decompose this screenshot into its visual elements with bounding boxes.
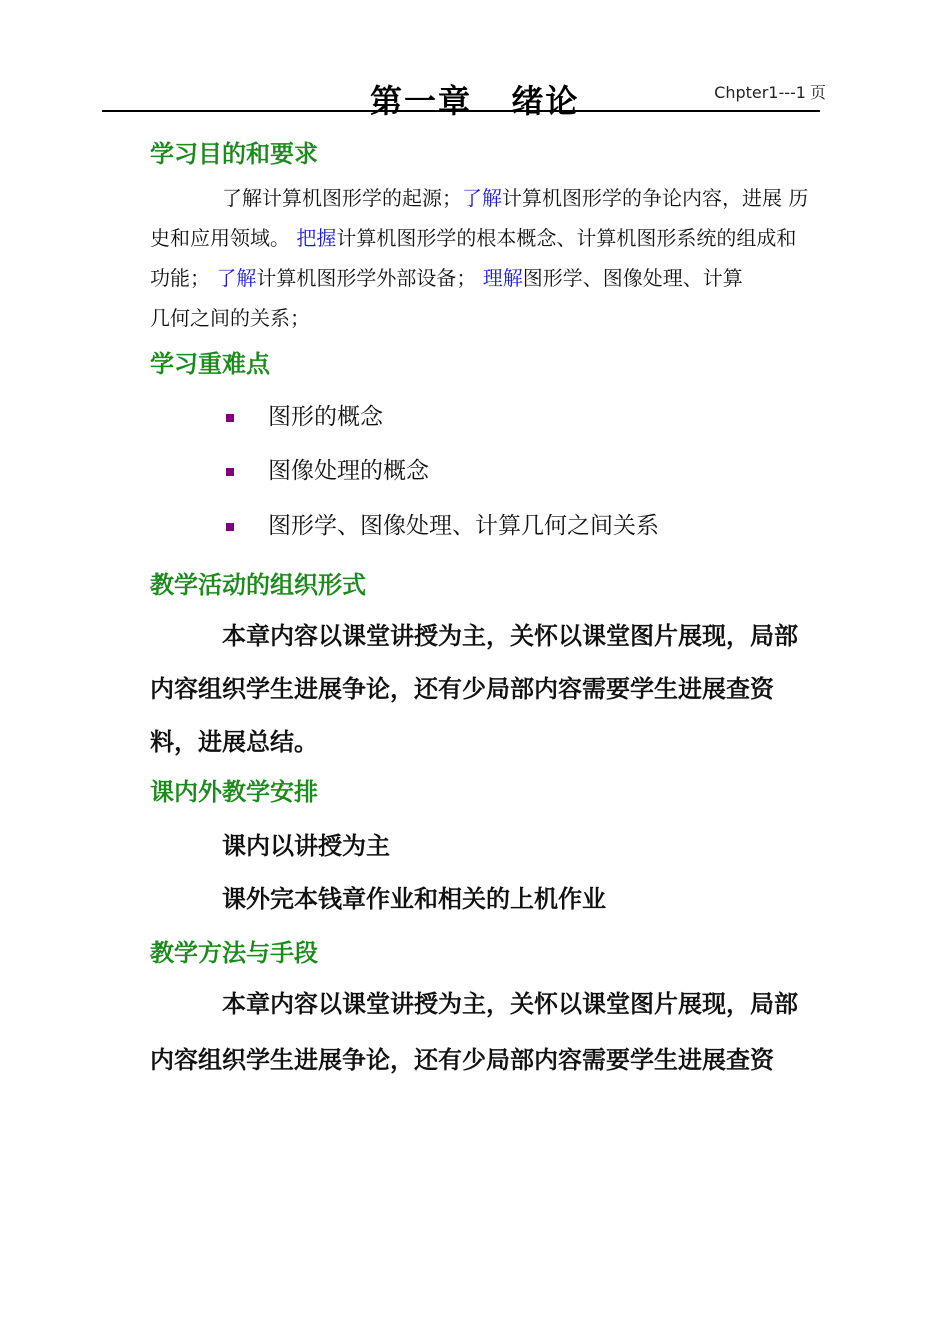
objectives-line-2: 史和应用领域。 把握计算机图形学的根本概念、计算机图形系统的组成和 <box>150 226 797 250</box>
arrangement-paragraph <box>150 820 850 926</box>
page-number-unit: 页 <box>809 83 826 102</box>
list-item: 图形学、图像处理、计算几何之间关系 <box>226 507 659 540</box>
highlight-term: 了解 <box>216 266 257 290</box>
section-heading-methods: 教学方法与手段 <box>150 939 318 967</box>
square-bullet-icon <box>226 523 234 531</box>
square-bullet-icon <box>226 468 234 476</box>
highlight-term: 把握 <box>296 226 337 250</box>
highlight-term: 理解 <box>482 266 523 290</box>
section-heading-arrangement: 课内外教学安排 <box>150 778 318 806</box>
list-item: 图像处理的概念 <box>226 452 429 485</box>
arrangement-line-1: 课内以讲授为主 <box>222 832 390 860</box>
section-heading-key-points: 学习重难点 <box>150 350 270 378</box>
objectives-paragraph <box>150 178 850 338</box>
methods-line-2: 内容组织学生进展争论，还有少局部内容需要学生进展查资 <box>150 1046 774 1074</box>
section-heading-activities: 教学活动的组织形式 <box>150 571 366 599</box>
page-number <box>714 80 826 103</box>
arrangement-line-2: 课外完本钱章作业和相关的上机作业 <box>222 885 606 913</box>
activities-line-1: 本章内容以课堂讲授为主，关怀以课堂图片展现，局部 <box>222 622 798 650</box>
methods-line-1: 本章内容以课堂讲授为主，关怀以课堂图片展现，局部 <box>222 990 798 1018</box>
page-header <box>102 70 826 120</box>
chapter-title: 第一章 绪论 <box>370 82 580 120</box>
section-heading-objectives: 学习目的和要求 <box>150 140 318 168</box>
activities-paragraph <box>150 610 850 769</box>
activities-line-2: 内容组织学生进展争论，还有少局部内容需要学生进展查资 <box>150 675 774 703</box>
list-item: 图形的概念 <box>226 398 383 431</box>
highlight-term: 了解 <box>462 186 502 210</box>
objectives-line-4: 几何之间的关系； <box>150 306 310 330</box>
page-number-label: Chpter1---1 <box>714 83 806 102</box>
activities-line-3: 料，进展总结。 <box>150 728 318 756</box>
square-bullet-icon <box>226 414 234 422</box>
objectives-line-1: 了解计算机图形学的起源；了解计算机图形学的争论内容，进展 历 <box>222 186 809 210</box>
methods-paragraph <box>150 976 850 1088</box>
objectives-line-3: 功能； 了解计算机图形学外部设备； 理解图形学、图像处理、计算 <box>150 266 743 290</box>
